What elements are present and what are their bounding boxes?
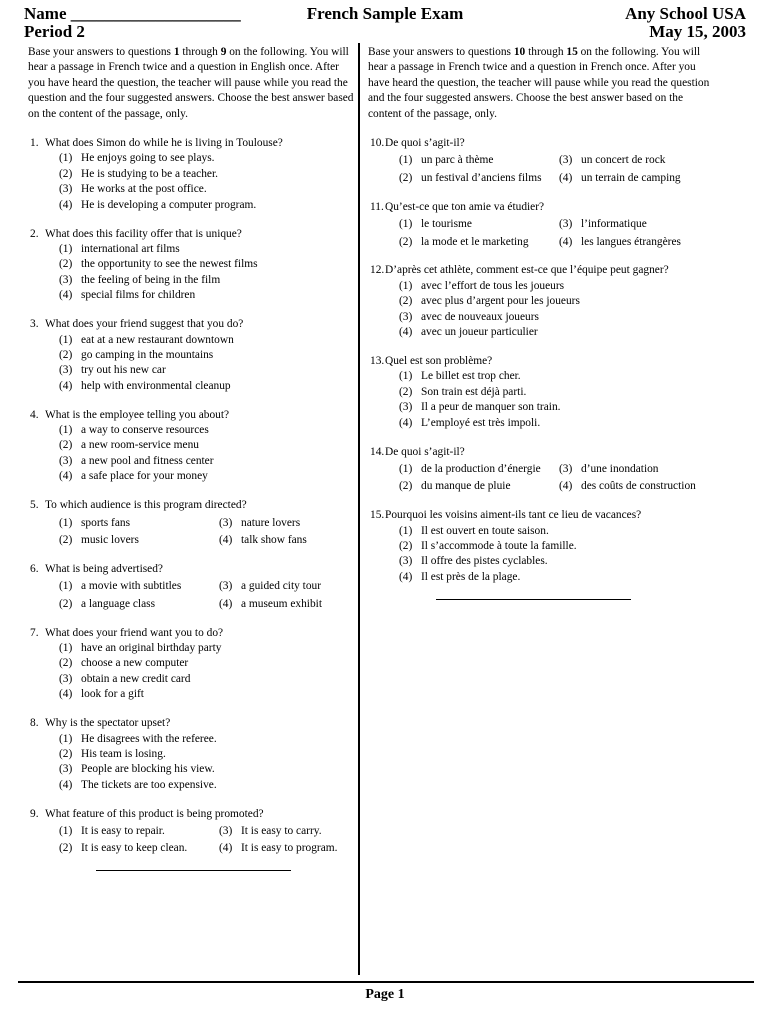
option-number: (2)	[59, 747, 73, 760]
question-text	[28, 716, 358, 731]
school-name: Any School USA	[625, 4, 746, 23]
option-text: go camping in the mountains	[81, 348, 214, 361]
option-text: la mode et le marketing	[421, 235, 529, 248]
question-prompt: Why is the spectator upset?	[45, 717, 171, 730]
question-prompt: Qu’est-ce que ton amie va étudier?	[385, 200, 545, 213]
option-number: (2)	[59, 657, 73, 670]
answer-option	[559, 217, 713, 232]
instructions-text: through	[179, 46, 221, 58]
question-item	[28, 227, 358, 304]
option-number: (2)	[59, 842, 73, 855]
option-text: He is studying to be a teacher.	[81, 167, 218, 180]
question-number: 5.	[30, 499, 39, 512]
option-text: Il offre des pistes cyclables.	[421, 555, 548, 568]
name-field-label: Name ____________________	[24, 4, 241, 23]
option-text: music lovers	[81, 533, 139, 546]
option-number: (3)	[559, 218, 573, 231]
option-number: (2)	[399, 540, 413, 553]
question-number: 9.	[30, 807, 39, 820]
option-number: (4)	[219, 842, 233, 855]
option-text: Il est près de la plage.	[421, 570, 521, 583]
option-number: (4)	[59, 688, 73, 701]
option-text: the opportunity to see the newest films	[81, 258, 258, 271]
option-number: (3)	[219, 516, 233, 529]
question-text	[368, 200, 713, 215]
question-number: 14.	[370, 445, 385, 458]
question-item	[28, 408, 358, 485]
answer-options	[368, 369, 713, 431]
answer-option	[59, 656, 358, 671]
question-text	[28, 227, 358, 242]
option-number: (1)	[59, 516, 73, 529]
answer-option	[59, 379, 358, 394]
end-rule-right	[436, 599, 631, 600]
answer-options	[28, 151, 358, 213]
option-text: a movie with subtitles	[81, 580, 182, 593]
option-number: (4)	[219, 597, 233, 610]
option-text: It is easy to keep clean.	[81, 842, 188, 855]
right-column	[368, 45, 713, 600]
answer-options-grid	[368, 217, 713, 250]
answer-options	[28, 641, 358, 703]
answer-option	[59, 454, 358, 469]
option-number: (2)	[59, 167, 73, 180]
instructions-text: on the following. You will hear a passage in French twice and a question in English once. After you have heard the question, the teacher will pause while you read the question and the four suggested answers. Choose the best answer based on the content of the passage, only.	[28, 46, 354, 120]
page-number: Page 1	[365, 987, 405, 1002]
option-text: avec l’effort de tous les joueurs	[421, 279, 565, 292]
answer-option	[59, 516, 219, 531]
option-number: (3)	[399, 401, 413, 414]
answer-option	[59, 687, 358, 702]
answer-option	[59, 273, 358, 288]
question-text	[28, 562, 358, 577]
left-column	[28, 45, 358, 871]
option-text: un festival d’anciens films	[421, 171, 542, 184]
option-number: (4)	[59, 379, 73, 392]
option-number: (1)	[399, 524, 413, 537]
option-text: have an original birthday party	[81, 642, 222, 654]
answer-option	[399, 171, 559, 186]
option-number: (3)	[399, 310, 413, 323]
option-text: a way to conserve resources	[81, 424, 209, 437]
answer-option	[59, 732, 358, 747]
question-range-start: 10	[513, 46, 526, 58]
instructions-right	[368, 45, 713, 122]
instructions-left	[28, 45, 358, 122]
option-number: (2)	[59, 258, 73, 271]
question-number: 4.	[30, 408, 39, 421]
exam-date: May 15, 2003	[649, 22, 746, 41]
answer-option	[59, 778, 358, 793]
option-number: (1)	[399, 154, 413, 167]
question-text	[368, 508, 713, 523]
question-list-left	[28, 136, 358, 857]
option-text: look for a gift	[81, 688, 144, 701]
option-text: eat at a new restaurant downtown	[81, 333, 234, 346]
option-number: (2)	[399, 480, 413, 493]
answer-option	[59, 198, 358, 213]
answer-option	[219, 824, 358, 839]
answer-option	[399, 570, 713, 585]
option-text: a new room-service menu	[81, 439, 199, 452]
answer-option	[59, 469, 358, 484]
answer-option	[399, 385, 713, 400]
option-number: (3)	[59, 763, 73, 776]
answer-option	[399, 325, 713, 340]
answer-option	[399, 217, 559, 232]
option-text: He is developing a computer program.	[81, 198, 257, 211]
answer-option	[59, 672, 358, 687]
option-text: choose a new computer	[81, 657, 189, 670]
option-text: Il s’accommode à toute la famille.	[421, 540, 577, 553]
option-number: (1)	[399, 218, 413, 231]
option-text: a safe place for your money	[81, 470, 208, 483]
question-item	[368, 354, 713, 431]
question-prompt: Quel est son problème?	[385, 355, 493, 367]
question-number: 15.	[370, 509, 385, 522]
option-number: (3)	[219, 825, 233, 838]
question-text	[28, 498, 358, 513]
option-number: (3)	[399, 555, 413, 568]
question-text	[28, 807, 358, 822]
option-text: a guided city tour	[241, 580, 322, 593]
option-text: nature lovers	[241, 516, 301, 529]
option-text: a new pool and fitness center	[81, 454, 214, 467]
question-prompt: What does your friend want you to do?	[45, 626, 224, 639]
option-text: sports fans	[81, 516, 131, 529]
option-number: (2)	[399, 385, 413, 398]
answer-option	[59, 824, 219, 839]
answer-option	[399, 235, 559, 250]
option-number: (1)	[59, 825, 73, 838]
question-item	[28, 716, 358, 793]
answer-option	[59, 533, 219, 548]
option-text: It is easy to repair.	[81, 825, 165, 838]
footer-rule	[18, 981, 754, 983]
question-number: 8.	[30, 717, 39, 730]
answer-option	[59, 348, 358, 363]
option-text: He disagrees with the referee.	[81, 732, 217, 745]
answer-option	[399, 400, 713, 415]
option-number: (4)	[399, 416, 413, 429]
instructions-text: Base your answers to questions	[28, 46, 174, 58]
question-range-start: 1	[173, 46, 180, 58]
option-number: (1)	[59, 242, 73, 255]
question-item	[368, 508, 713, 585]
option-number: (3)	[59, 672, 73, 685]
option-text: l’informatique	[581, 218, 647, 231]
option-text: avec plus d’argent pour les joueurs	[421, 295, 580, 308]
answer-option	[399, 279, 713, 294]
answer-option	[559, 479, 713, 494]
option-text: It is easy to carry.	[241, 825, 322, 838]
option-number: (4)	[59, 470, 73, 483]
answer-option	[59, 597, 219, 612]
answer-option	[399, 310, 713, 325]
answer-option	[219, 841, 358, 856]
answer-option	[399, 524, 713, 539]
answer-option	[559, 462, 713, 477]
option-text: un concert de rock	[581, 154, 666, 167]
question-item	[28, 562, 358, 612]
option-text: le tourisme	[421, 218, 472, 231]
answer-options-grid	[28, 579, 358, 612]
option-number: (3)	[559, 462, 573, 475]
question-prompt: To which audience is this program directed?	[45, 499, 247, 512]
option-text: avec de nouveaux joueurs	[421, 310, 539, 323]
answer-options-grid	[28, 824, 358, 857]
option-text: Son train est déjà parti.	[421, 385, 527, 398]
question-number: 7.	[30, 626, 39, 639]
option-text: des coûts de construction	[581, 480, 696, 493]
answer-option	[399, 554, 713, 569]
question-item	[28, 317, 358, 394]
option-number: (4)	[219, 533, 233, 546]
question-list-right	[368, 136, 713, 585]
option-number: (4)	[399, 570, 413, 583]
answer-option	[59, 151, 358, 166]
column-divider	[358, 43, 360, 975]
answer-option	[59, 333, 358, 348]
option-text: un parc à thème	[421, 154, 494, 167]
answer-option	[559, 153, 713, 168]
answer-option	[219, 597, 358, 612]
question-prompt: What does Simon do while he is living in Toulouse?	[45, 137, 283, 150]
option-number: (1)	[59, 152, 73, 165]
question-item	[368, 445, 713, 495]
option-text: Il a peur de manquer son train.	[421, 401, 561, 414]
option-number: (3)	[559, 154, 573, 167]
option-text: avec un joueur particulier	[421, 326, 538, 339]
answer-options-grid	[368, 462, 713, 495]
answer-option	[399, 369, 713, 384]
answer-option	[59, 762, 358, 777]
question-number: 10.	[370, 137, 385, 150]
answer-option	[59, 438, 358, 453]
question-text	[28, 408, 358, 423]
question-number: 12.	[370, 264, 385, 277]
answer-options	[28, 423, 358, 485]
option-number: (1)	[399, 279, 413, 292]
question-item	[28, 807, 358, 857]
option-number: (1)	[59, 424, 73, 437]
option-text: People are blocking his view.	[81, 763, 215, 776]
option-text: d’une inondation	[581, 462, 659, 475]
option-text: Il est ouvert en toute saison.	[421, 524, 549, 537]
option-number: (4)	[559, 171, 573, 184]
option-text: try out his new car	[81, 364, 166, 377]
question-number: 13.	[370, 355, 385, 367]
question-item	[28, 626, 358, 703]
option-text: The tickets are too expensive.	[81, 778, 217, 791]
answer-option	[59, 641, 358, 656]
option-number: (4)	[399, 326, 413, 339]
question-range-end: 15	[566, 46, 578, 58]
question-item	[368, 200, 713, 250]
instructions-text: Base your answers to questions	[368, 46, 514, 58]
option-text: un terrain de camping	[581, 171, 681, 184]
option-text: L’employé est très impoli.	[421, 416, 541, 429]
answer-option	[59, 579, 219, 594]
option-number: (4)	[59, 778, 73, 791]
option-text: les langues étrangères	[581, 235, 681, 248]
answer-option	[59, 182, 358, 197]
question-prompt: De quoi s’agit-il?	[385, 445, 465, 458]
option-text: His team is losing.	[81, 747, 166, 760]
answer-options	[368, 279, 713, 341]
option-number: (4)	[559, 480, 573, 493]
question-number: 1.	[30, 137, 39, 150]
question-text	[28, 136, 358, 151]
question-prompt: What is the employee telling you about?	[45, 408, 230, 421]
option-text: talk show fans	[241, 533, 307, 546]
instructions-text: through	[525, 46, 567, 58]
option-text: He works at the post office.	[81, 183, 207, 196]
answer-option	[399, 416, 713, 431]
option-text: It is easy to program.	[241, 842, 338, 855]
option-number: (2)	[399, 295, 413, 308]
answer-options	[368, 524, 713, 586]
end-rule-left	[96, 870, 291, 871]
question-prompt: What does this facility offer that is unique?	[45, 227, 242, 240]
question-number: 3.	[30, 318, 39, 331]
option-text: help with environmental cleanup	[81, 379, 231, 392]
question-prompt: Pourquoi les voisins aiment-ils tant ce lieu de vacances?	[385, 509, 642, 522]
answer-options-grid	[368, 153, 713, 186]
answer-option	[59, 242, 358, 257]
option-number: (2)	[59, 439, 73, 452]
question-item	[368, 136, 713, 186]
answer-option	[559, 171, 713, 186]
answer-option	[399, 539, 713, 554]
option-text: a language class	[81, 597, 156, 610]
question-item	[28, 498, 358, 548]
answer-options	[28, 242, 358, 304]
answer-option	[399, 462, 559, 477]
option-number: (1)	[399, 462, 413, 475]
option-number: (2)	[399, 235, 413, 248]
question-number: 6.	[30, 562, 39, 575]
option-text: special films for children	[81, 289, 196, 302]
question-prompt: What feature of this product is being promoted?	[45, 807, 264, 820]
question-text	[28, 317, 358, 332]
option-text: de la production d’énergie	[421, 462, 541, 475]
answer-option	[59, 257, 358, 272]
answer-option	[219, 533, 358, 548]
question-text	[368, 445, 713, 460]
answer-options	[28, 732, 358, 794]
option-number: (2)	[59, 597, 73, 610]
option-number: (1)	[59, 642, 73, 654]
option-number: (4)	[559, 235, 573, 248]
question-text	[28, 626, 358, 641]
question-text	[368, 136, 713, 151]
answer-option	[219, 516, 358, 531]
option-number: (2)	[59, 348, 73, 361]
option-number: (4)	[59, 289, 73, 302]
option-number: (3)	[59, 183, 73, 196]
answer-options	[28, 333, 358, 395]
question-text	[368, 354, 713, 369]
option-number: (3)	[59, 364, 73, 377]
question-item	[368, 263, 713, 340]
instructions-text: on the following. You will hear a passage in French twice and a question in French once. After you have heard the question, the teacher will pause while you read the question and the four suggested answers. Choose the best answer based on the content of the passage, only.	[368, 46, 710, 120]
question-number: 11.	[370, 200, 384, 213]
exam-title: French Sample Exam	[306, 4, 464, 23]
answer-options-grid	[28, 516, 358, 549]
answer-option	[59, 288, 358, 303]
option-text: the feeling of being in the film	[81, 273, 221, 286]
option-number: (1)	[399, 370, 413, 383]
question-prompt: What is being advertised?	[45, 562, 163, 575]
question-number: 2.	[30, 227, 39, 240]
option-number: (3)	[59, 454, 73, 467]
option-number: (2)	[399, 171, 413, 184]
option-text: He enjoys going to see plays.	[81, 152, 215, 165]
answer-option	[59, 167, 358, 182]
answer-option	[219, 579, 358, 594]
option-number: (4)	[59, 198, 73, 211]
answer-option	[59, 363, 358, 378]
answer-option	[399, 479, 559, 494]
question-prompt: De quoi s’agit-il?	[385, 137, 465, 150]
option-text: Le billet est trop cher.	[421, 370, 521, 383]
option-number: (1)	[59, 732, 73, 745]
question-text	[368, 263, 713, 278]
option-number: (3)	[219, 580, 233, 593]
option-text: obtain a new credit card	[81, 672, 191, 685]
option-text: a museum exhibit	[241, 597, 322, 610]
answer-option	[399, 153, 559, 168]
option-text: du manque de pluie	[421, 480, 511, 493]
option-number: (1)	[59, 333, 73, 346]
question-item	[28, 136, 358, 213]
answer-option	[59, 747, 358, 762]
answer-option	[59, 423, 358, 438]
option-number: (3)	[59, 273, 73, 286]
question-range-end: 9	[220, 46, 227, 58]
question-prompt: What does your friend suggest that you do?	[45, 318, 244, 331]
answer-option	[399, 294, 713, 309]
period-label: Period 2	[24, 22, 85, 41]
answer-option	[559, 235, 713, 250]
option-number: (2)	[59, 533, 73, 546]
option-text: international art films	[81, 242, 180, 255]
option-number: (1)	[59, 580, 73, 593]
answer-option	[59, 841, 219, 856]
question-prompt: D’après cet athlète, comment est-ce que l’équipe peut gagner?	[385, 264, 669, 277]
